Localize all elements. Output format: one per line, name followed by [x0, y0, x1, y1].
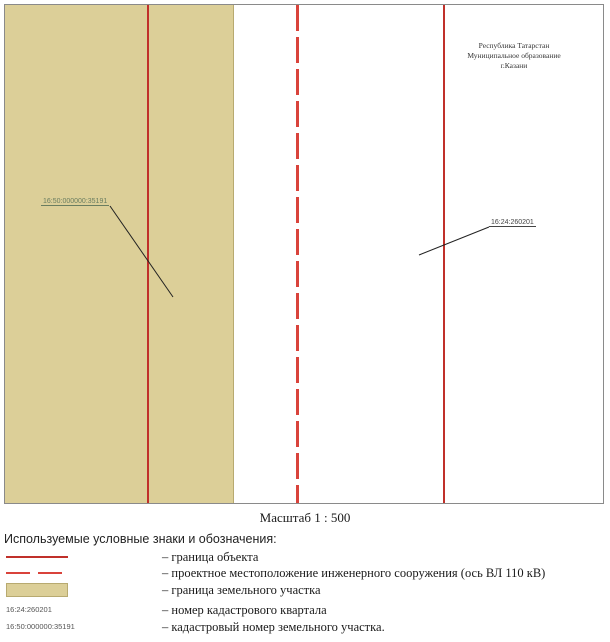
legend-symbol-solid-line [6, 550, 68, 564]
legend-label: – номер кадастрового квартала [162, 603, 327, 617]
region-label-line-1: Республика Татарстан [478, 41, 550, 50]
leader-lines [5, 5, 604, 504]
legend-symbol-quarter-text: 16:24:260201 [6, 605, 52, 614]
legend-label: – граница земельного участка [162, 583, 321, 597]
region-label [439, 41, 589, 71]
parcel-leader-line [110, 206, 173, 297]
legend-symbol-parcel-text: 16:50:000000:35191 [6, 622, 75, 631]
parcel-cadastral-label: 16:50:000000:35191 [43, 198, 108, 205]
legend-item-power-line-axis [4, 566, 604, 582]
legend-item-parcel-number [4, 620, 604, 636]
legend-symbol-parcel-fill [6, 583, 68, 597]
map-frame [4, 4, 604, 504]
legend-label: – кадастровый номер земельного участка. [162, 620, 385, 634]
legend-item-quarter-number [4, 603, 604, 619]
scale-label: Масштаб 1 : 500 [259, 510, 351, 525]
legend-label: – проектное местоположение инженерного сооружения (ось ВЛ 110 кВ) [162, 566, 546, 580]
quarter-leader-line [419, 227, 489, 255]
region-label-line-3: г.Казани [500, 61, 528, 70]
legend-label: – граница объекта [162, 550, 259, 564]
legend-title: Используемые условные знаки и обозначения: [4, 532, 277, 546]
quarter-cadastral-label: 16:24:260201 [491, 219, 534, 226]
legend-symbol-dashed-line [6, 566, 68, 580]
legend-item-parcel-boundary [4, 583, 604, 599]
legend-item-object-boundary [4, 550, 604, 566]
region-label-line-2: Муниципальное образование [467, 51, 561, 60]
